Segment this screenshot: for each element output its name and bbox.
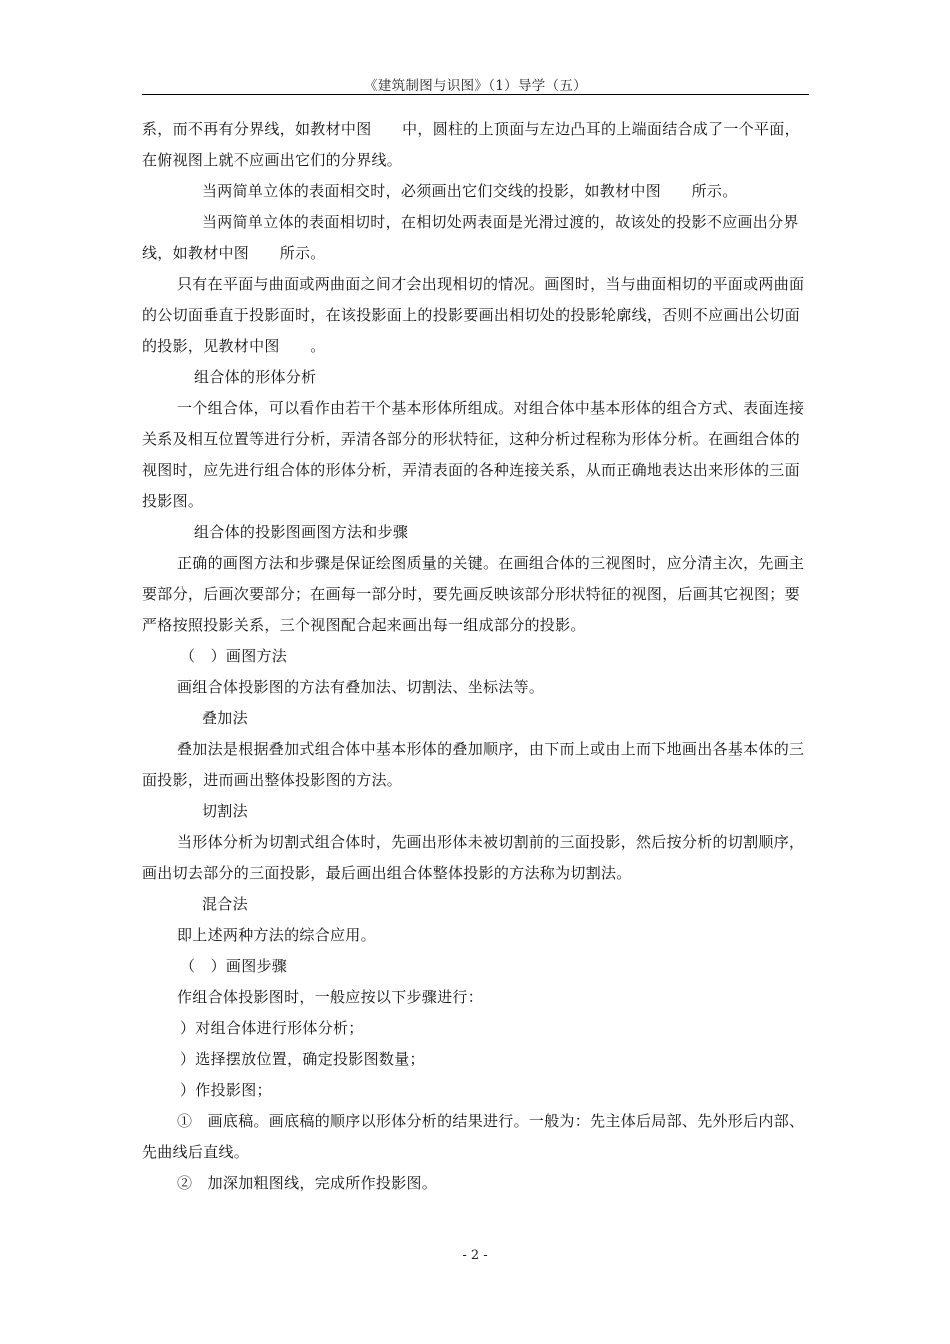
paragraph-drawing-method-steps: 正确的画图方法和步骤是保证绘图质量的关键。在画组合体的三视图时，应分清主次，先画主要部分，后画次要部分；在画每一部分时，要先画反映该部分形状特征的视图，后画其它视图；要严格按照投影关系，三个视图配合起来画出每一组成部分的投影。 xyxy=(142,554,805,634)
document-body xyxy=(142,114,809,1199)
page-number: - 2 - xyxy=(462,1248,488,1263)
paragraph-tangent-surfaces: 当两简单立体的表面相切时，在相切处两表面是光滑过渡的，故该处的投影不应画出分界线，如教材中图 所示。 xyxy=(142,213,799,262)
paragraph-tangent-continuation: 系，而不再有分界线，如教材中图 中，圆柱的上顶面与左边凸耳的上端面结合成了一个平面，在俯视图上就不应画出它们的分界线。 xyxy=(142,120,800,169)
heading-shape-analysis: 组合体的形体分析 xyxy=(194,368,317,386)
paragraph-superposition: 叠加法是根据叠加式组合体中基本形体的叠加顺序，由下而上或由上而下地画出各基本体的三面投影，进而画出整体投影图的方法。 xyxy=(142,740,805,789)
heading-drawing-method-steps: 组合体的投影图画图方法和步骤 xyxy=(194,523,409,541)
heading-drawing-methods: （ ）画图方法 xyxy=(180,647,288,665)
paragraph-cutting: 当形体分析为切割式组合体时，先画出形体未被切割前的三面投影，然后按分析的切割顺序，画出切去部分的三面投影，最后画出组合体整体投影的方法称为切割法。 xyxy=(142,833,805,882)
paragraph-tangent-condition: 只有在平面与曲面或两曲面之间才会出现相切的情况。画图时，当与曲面相切的平面或两曲面的公切面垂直于投影面时，在该投影面上的投影要画出相切处的投影轮廓线，否则不应画出公切面的投影，见教材中图 。 xyxy=(142,275,805,355)
step-placement: ）选择摆放位置，确定投影图数量； xyxy=(180,1050,425,1068)
paragraph-intersecting-surfaces: 当两简单立体的表面相交时，必须画出它们交线的投影，如教材中图 所示。 xyxy=(202,182,738,200)
heading-superposition: 叠加法 xyxy=(202,709,248,727)
step-draw-projection: ）作投影图； xyxy=(180,1081,272,1099)
paragraph-drawing-steps-intro: 作组合体投影图时，一般应按以下步骤进行： xyxy=(177,988,484,1006)
substep-draft: ① 画底稿。画底稿的顺序以形体分析的结果进行。一般为：先主体后局部、先外形后内部、先曲线后直线。 xyxy=(142,1112,805,1161)
step-shape-analysis: ）对组合体进行形体分析； xyxy=(180,1019,364,1037)
paragraph-mixed: 即上述两种方法的综合应用。 xyxy=(177,926,376,944)
heading-cutting: 切割法 xyxy=(202,802,248,820)
heading-mixed: 混合法 xyxy=(202,895,248,913)
header-rule xyxy=(142,94,809,95)
heading-drawing-steps: （ ）画图步骤 xyxy=(180,957,288,975)
substep-darken-lines: ② 加深加粗图线，完成所作投影图。 xyxy=(177,1174,438,1192)
paragraph-shape-analysis: 一个组合体，可以看作由若干个基本形体所组成。对组合体中基本形体的组合方式、表面连接关系及相互位置等进行分析，弄清各部分的形状特征，这种分析过程称为形体分析。在画组合体的视图时，应先进行组合体的形体分析，弄清表面的各种连接关系，从而正确地表达出来形体的三面投影图。 xyxy=(142,399,805,510)
running-header: 《建筑制图与识图》（1）导学（五） xyxy=(364,78,587,94)
paragraph-drawing-methods: 画组合体投影图的方法有叠加法、切割法、坐标法等。 xyxy=(177,678,545,696)
